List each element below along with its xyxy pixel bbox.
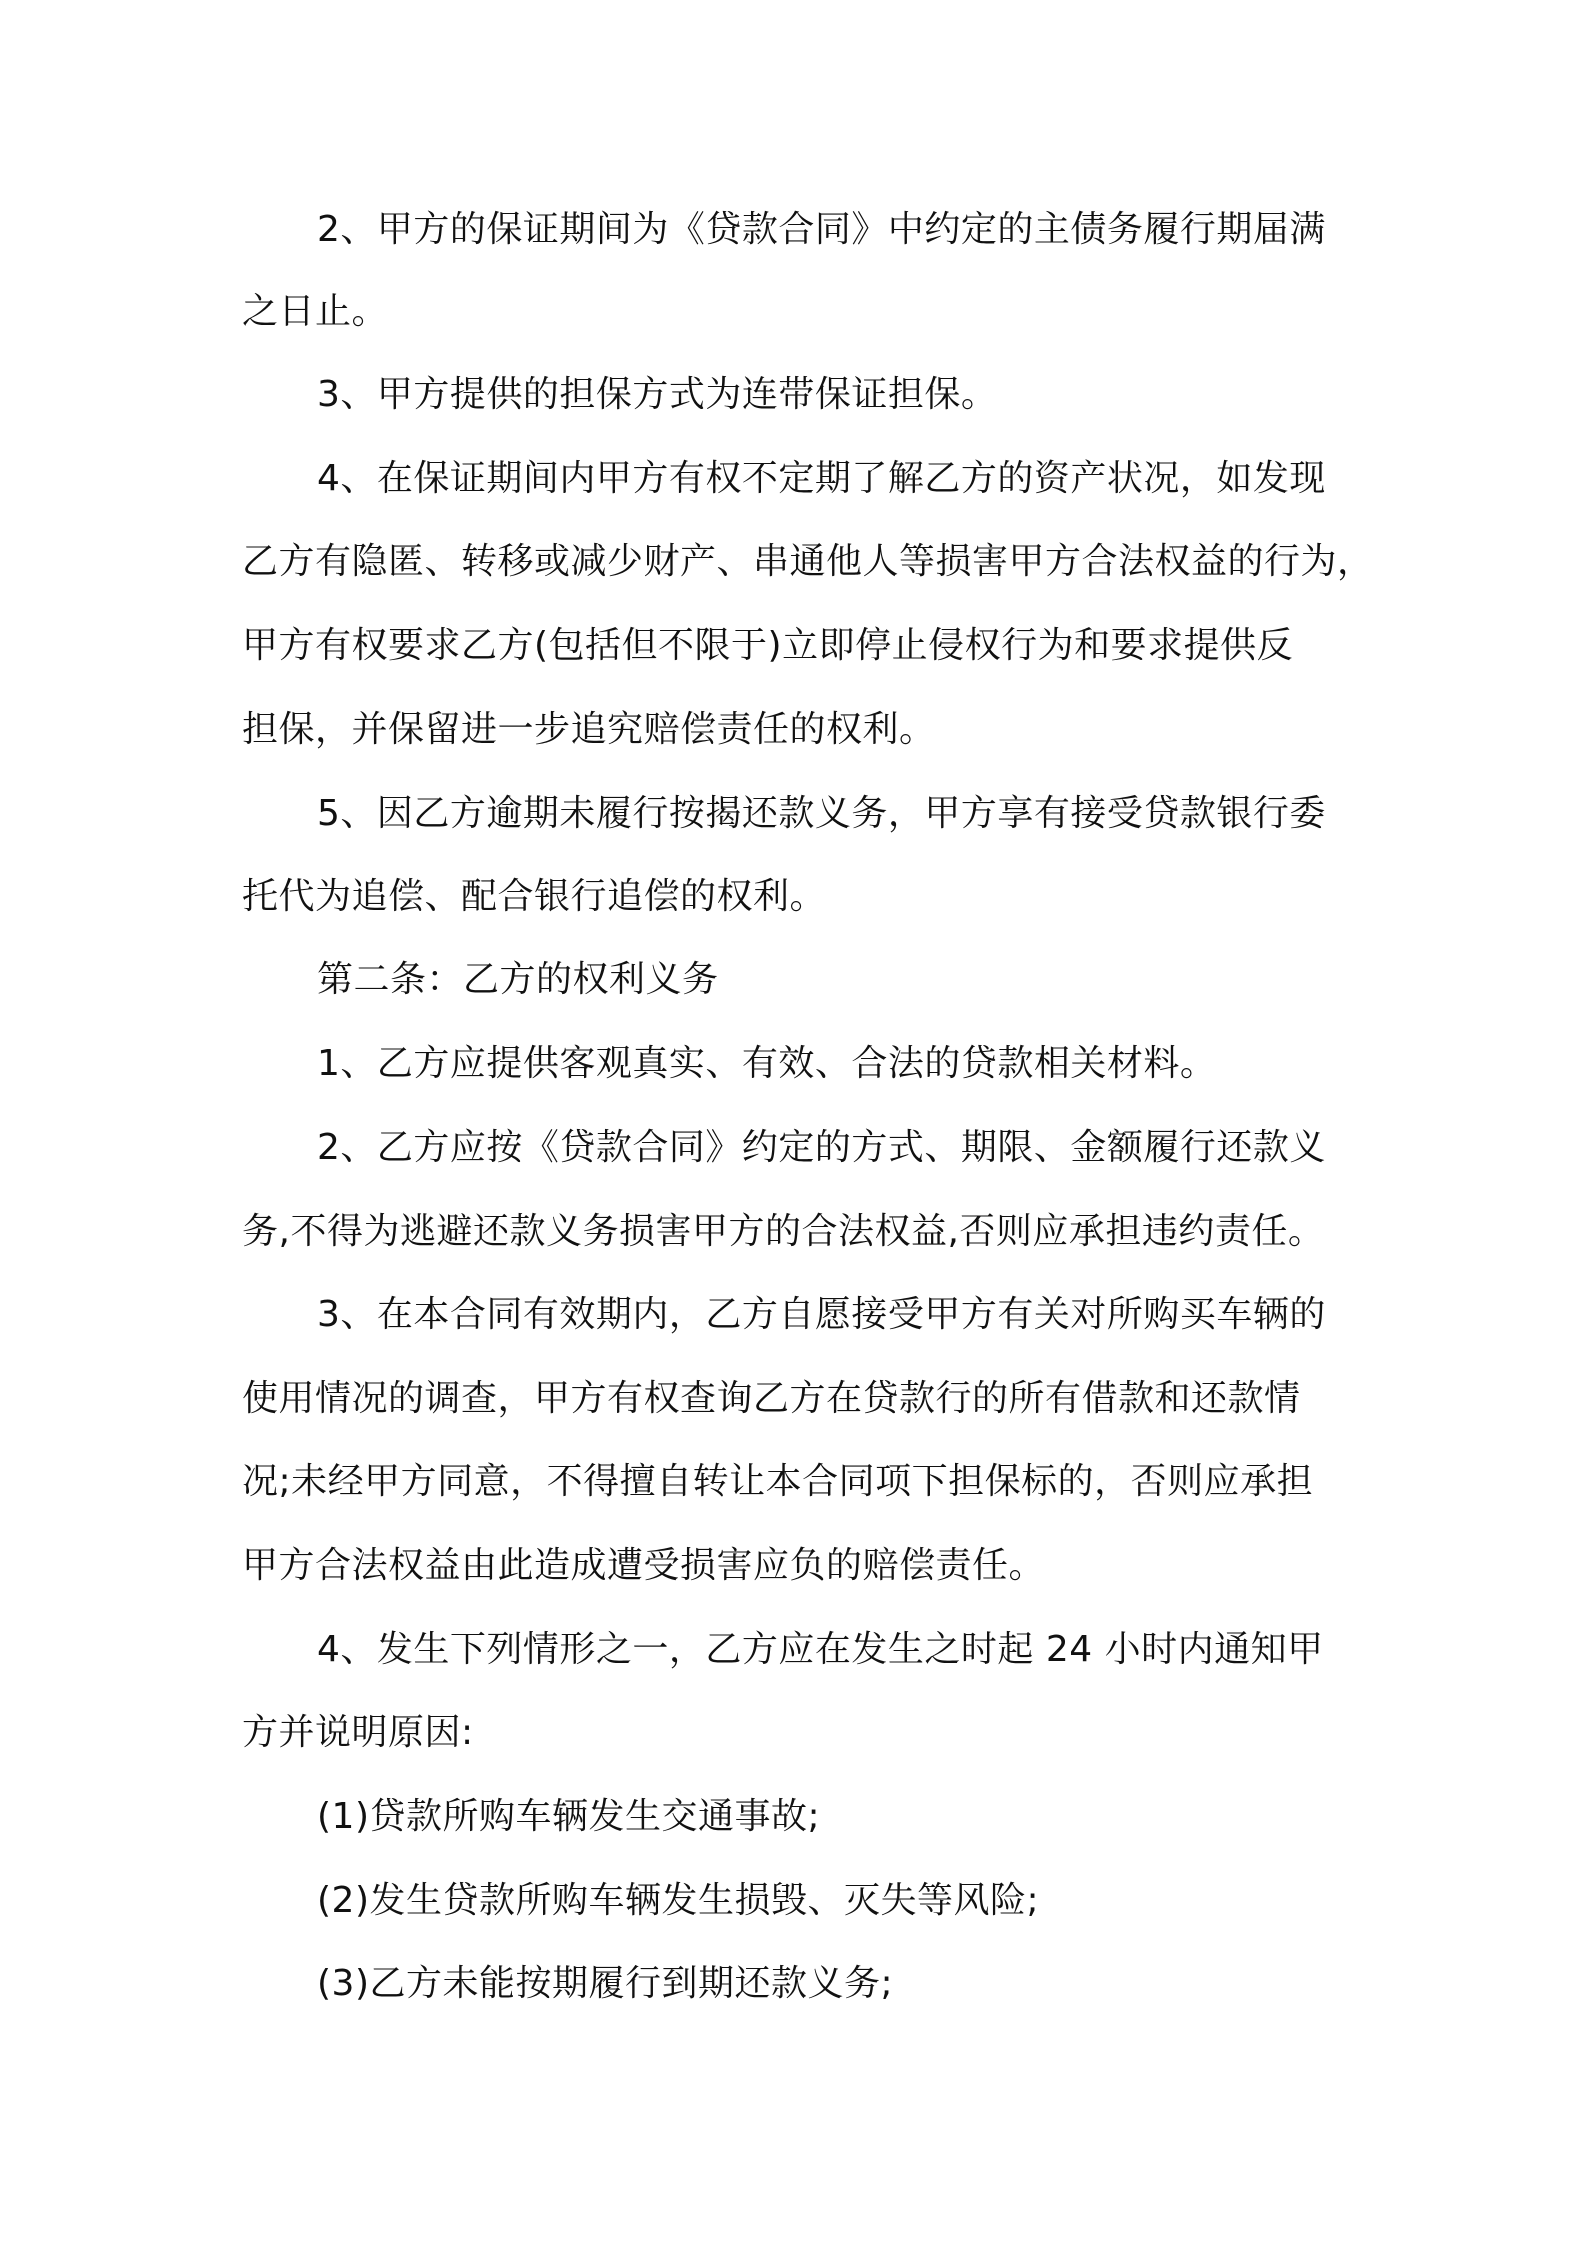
text-line: 使用情况的调查，甲方有权查询乙方在贷款行的所有借款和还款情 — [242, 1378, 1301, 1419]
text-line: 乙方有隐匿、转移或减少财产、串通他人等损害甲方合法权益的行为， — [242, 541, 1374, 582]
text-line: 甲方合法权益由此造成遭受损害应负的赔偿责任。 — [242, 1545, 1046, 1586]
text-line: 4、发生下列情形之一，乙方应在发生之时起 24 小时内通知甲 — [317, 1629, 1324, 1670]
text-line: 2、乙方应按《贷款合同》约定的方式、期限、金额履行还款义 — [317, 1127, 1326, 1168]
section-heading: 第二条：乙方的权利义务 — [317, 959, 719, 1000]
text-line: 况;未经甲方同意，不得擅自转让本合同项下担保标的，否则应承担 — [242, 1461, 1314, 1502]
text-line: 务,不得为逃避还款义务损害甲方的合法权益,否则应承担违约责任。 — [242, 1211, 1325, 1252]
list-item: (3)乙方未能按期履行到期还款义务; — [317, 1963, 894, 2004]
text-line: 托代为追偿、配合银行追偿的权利。 — [242, 876, 827, 917]
text-line: 3、在本合同有效期内，乙方自愿接受甲方有关对所购买车辆的 — [317, 1294, 1326, 1335]
text-line: 5、因乙方逾期未履行按揭还款义务，甲方享有接受贷款银行委 — [317, 793, 1326, 834]
text-line: 方并说明原因: — [242, 1712, 474, 1753]
text-line: 4、在保证期间内甲方有权不定期了解乙方的资产状况，如发现 — [317, 458, 1326, 499]
text-line: 1、乙方应提供客观真实、有效、合法的贷款相关材料。 — [317, 1043, 1217, 1084]
text-line: 2、甲方的保证期间为《贷款合同》中约定的主债务履行期届满 — [317, 209, 1326, 250]
text-line: 3、甲方提供的担保方式为连带保证担保。 — [317, 374, 998, 415]
text-line: 甲方有权要求乙方(包括但不限于)立即停止侵权行为和要求提供反 — [242, 625, 1294, 666]
text-line: 之日止。 — [242, 291, 389, 332]
text-line: 担保，并保留进一步追究赔偿责任的权利。 — [242, 709, 936, 750]
list-item: (1)贷款所购车辆发生交通事故; — [317, 1796, 821, 1837]
list-item: (2)发生贷款所购车辆发生损毁、灭失等风险; — [317, 1880, 1040, 1921]
